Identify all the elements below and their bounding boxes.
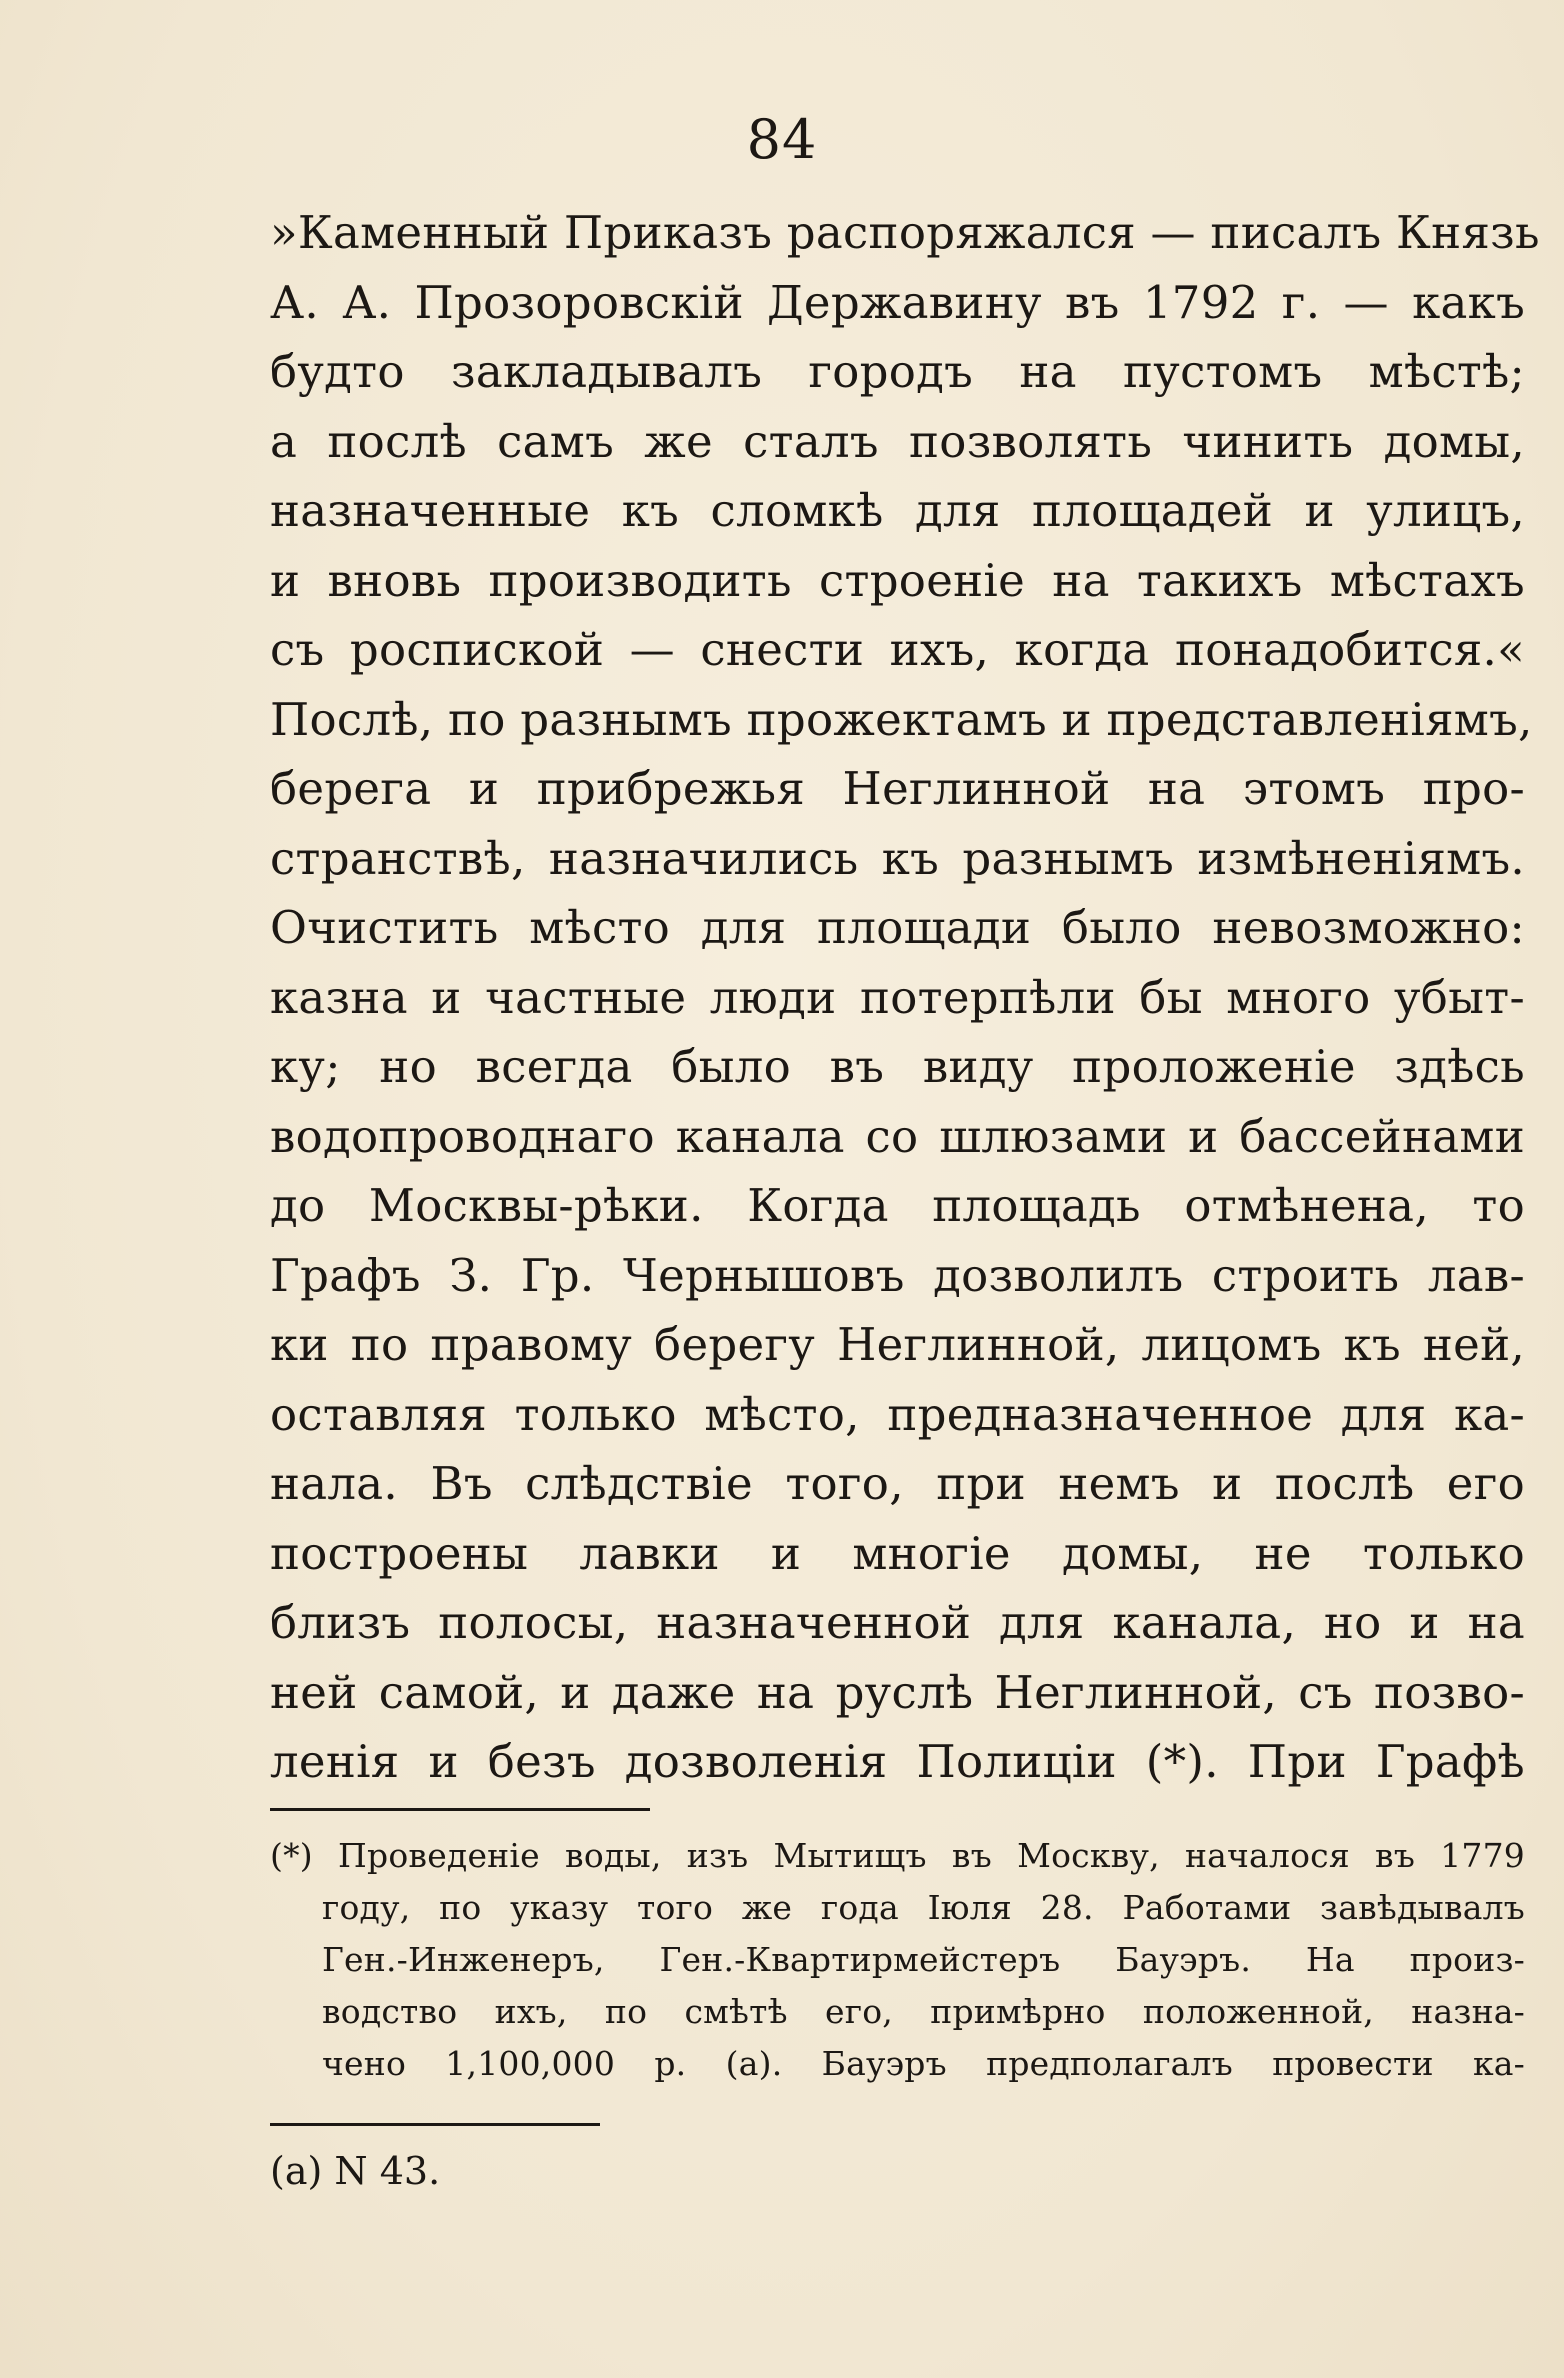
text-line: до Москвы-рѣки. Когда площадь отмѣнена, то bbox=[270, 1179, 1525, 1232]
main-text-block bbox=[270, 198, 1540, 1797]
text-line: ленія и безъ дозволенія Полиціи (*). При Графѣ bbox=[270, 1735, 1525, 1788]
text-line: »Каменный Приказъ распоряжался — писалъ Князь bbox=[270, 206, 1540, 259]
text-line: близъ полосы, назначенной для канала, но и на bbox=[270, 1596, 1525, 1649]
text-line: ки по правому берегу Неглинной, лицомъ къ ней, bbox=[270, 1318, 1525, 1371]
page-number: 84 bbox=[746, 108, 818, 171]
text-line: Послѣ, по разнымъ прожектамъ и представленіямъ, bbox=[270, 692, 1533, 746]
text-line: построены лавки и многіе домы, не только bbox=[270, 1526, 1525, 1580]
text-line: оставляя только мѣсто, предназначенное для ка- bbox=[270, 1387, 1525, 1441]
text-line: ку; но всегда было въ виду проложеніе здѣсь bbox=[270, 1040, 1525, 1093]
text-line: берега и прибрежья Неглинной на этомъ про- bbox=[270, 762, 1525, 815]
footnote-line: чено 1,100,000 р. (а). Бауэръ предполагалъ провести ка- bbox=[322, 2044, 1525, 2083]
footnote-separator bbox=[270, 1808, 650, 1811]
footnote-line: водство ихъ, по смѣтѣ его, примѣрно положенной, назна- bbox=[322, 1992, 1525, 2031]
footnote-block bbox=[270, 1830, 1525, 2090]
text-line: казна и частные люди потерпѣли бы много убыт- bbox=[270, 970, 1525, 1024]
footnote-line: году, по указу того же года Іюля 28. Работами завѣдывалъ bbox=[322, 1888, 1525, 1927]
text-line: назначенные къ сломкѣ для площадей и улицъ, bbox=[270, 484, 1525, 537]
footnote-separator bbox=[270, 2123, 600, 2126]
footnote-line: Ген.-Инженеръ, Ген.-Квартирмейстеръ Бауэръ. На произ- bbox=[322, 1940, 1525, 1979]
text-line: ней самой, и даже на руслѣ Неглинной, съ позво- bbox=[270, 1665, 1525, 1719]
text-line: будто закладывалъ городъ на пустомъ мѣстѣ; bbox=[270, 345, 1525, 398]
text-line: а послѣ самъ же сталъ позволять чинить домы, bbox=[270, 414, 1525, 468]
text-line: нала. Въ слѣдствіе того, при немъ и послѣ его bbox=[270, 1457, 1525, 1510]
footnote-line: (*) Проведеніе воды, изъ Мытищъ въ Москву, началося въ 1779 bbox=[270, 1836, 1525, 1875]
text-line: и вновь производить строеніе на такихъ мѣстахъ bbox=[270, 553, 1525, 607]
text-line: Очистить мѣсто для площади было невозможно: bbox=[270, 901, 1525, 954]
text-line: водопроводнаго канала со шлюзами и бассейнами bbox=[270, 1109, 1525, 1163]
footnote-reference: (а) N 43. bbox=[270, 2149, 441, 2193]
text-line: съ роспиской — снести ихъ, когда понадобится.« bbox=[270, 623, 1525, 676]
text-line: странствѣ, назначились къ разнымъ измѣненіямъ. bbox=[270, 831, 1525, 885]
text-line: Графъ З. Гр. Чернышовъ дозволилъ строить лав- bbox=[270, 1248, 1525, 1302]
text-line: А. А. Прозоровскій Державину въ 1792 г. — какъ bbox=[270, 275, 1525, 329]
